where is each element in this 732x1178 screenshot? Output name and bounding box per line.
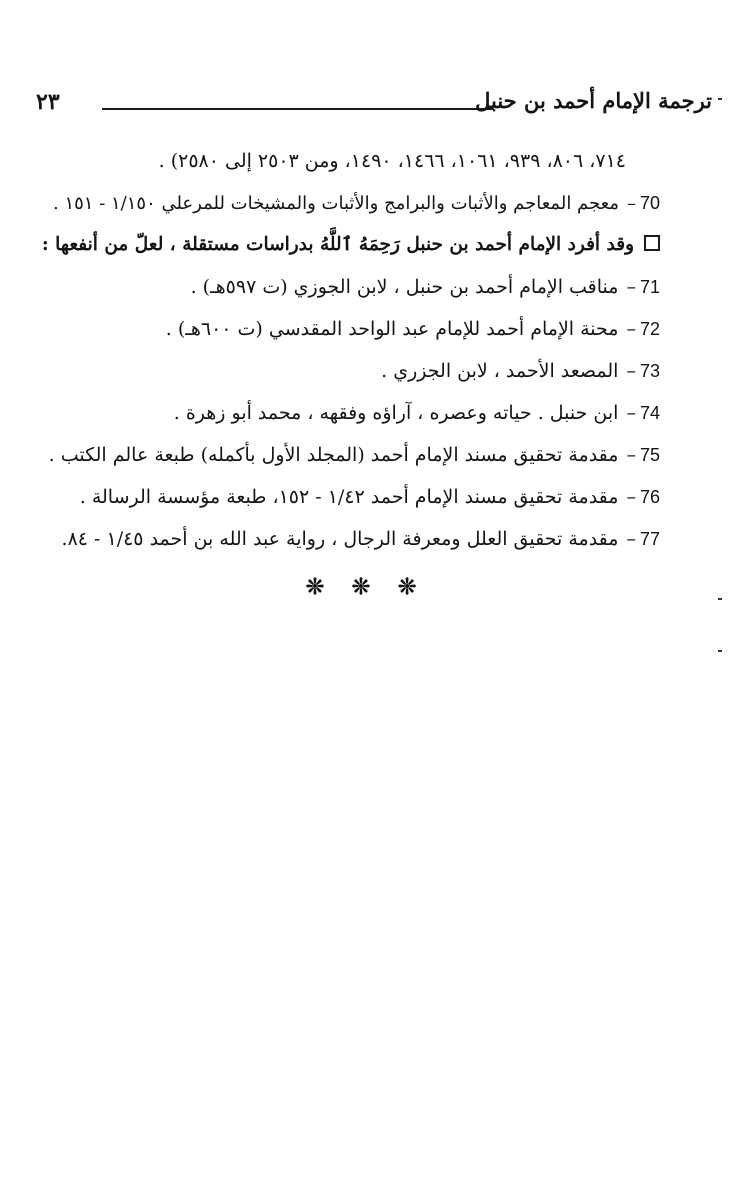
page-body [40,144,660,564]
header-rule [102,108,494,110]
list-item-74 [40,396,660,438]
lead-text: وقد أفرد الإمام أحمد بن حنبل رَحِمَهُ ٱللَّهُ بدراسات مستقلة ، لعلّ من أنفعها : [41,234,634,255]
list-item-70 [40,186,660,228]
section-separator: ❊ ❊ ❊ [305,574,427,600]
running-header [36,86,712,122]
margin-speck [718,98,722,100]
continuation-text: ٧١٤، ٨٠٦، ٩٣٩، ١٠٦١، ١٤٦٦، ١٤٩٠، ومن ٢٥٠٣ إلى ٢٥٨٠) . [158,150,626,172]
item-dash: – [626,444,636,466]
continuation-line [40,144,660,186]
item-dash: – [626,402,636,424]
list-item-71 [40,270,660,312]
item-text: محنة الإمام أحمد للإمام عبد الواحد المقدسي (ت ٦٠٠هـ) . [165,318,619,340]
list-item-72 [40,312,660,354]
item-number: 73 [639,361,660,381]
item-text: ابن حنبل . حياته وعصره ، آراؤه وفقهه ، محمد أبو زهرة . [173,402,619,424]
page-number: ٢٣ [36,89,60,115]
item-dash: – [626,318,636,340]
item-dash: – [626,276,636,298]
book-title: ترجمة الإمام أحمد بن حنبل [475,88,712,113]
item-text: مناقب الإمام أحمد بن حنبل ، لابن الجوزي (ت ٥٩٧هـ) . [190,276,619,298]
item-dash: – [626,193,636,214]
item-number: 72 [639,319,660,339]
list-item-77 [40,522,660,564]
list-item-75 [40,438,660,480]
item-number: 70 [639,193,660,213]
margin-speck [718,650,722,652]
item-number: 77 [639,529,660,549]
list-item-76 [40,480,660,522]
item-text: مقدمة تحقيق مسند الإمام أحمد (المجلد الأول بأكمله) طبعة عالم الكتب . [48,444,619,466]
item-text: مقدمة تحقيق مسند الإمام أحمد ١/٤٢ - ١٥٢، طبعة مؤسسة الرسالة . [79,486,619,508]
item-number: 74 [639,403,660,423]
item-number: 71 [639,277,660,297]
item-number: 76 [639,487,660,507]
item-text: المصعد الأحمد ، لابن الجزري . [381,360,619,382]
margin-speck [718,598,722,600]
item-dash: – [626,486,636,508]
item-text: معجم المعاجم والأثبات والبرامج والأثبات والمشيخات للمرعلي ١/١٥٠ - ١٥١ . [53,193,619,214]
item-text: مقدمة تحقيق العلل ومعرفة الرجال ، رواية عبد الله بن أحمد ١/٤٥ - ٨٤. [61,528,619,550]
item-number: 75 [639,445,660,465]
lead-paragraph [40,228,660,270]
item-dash: – [626,360,636,382]
list-item-73 [40,354,660,396]
square-bullet-icon [644,235,660,251]
item-dash: – [626,528,636,550]
